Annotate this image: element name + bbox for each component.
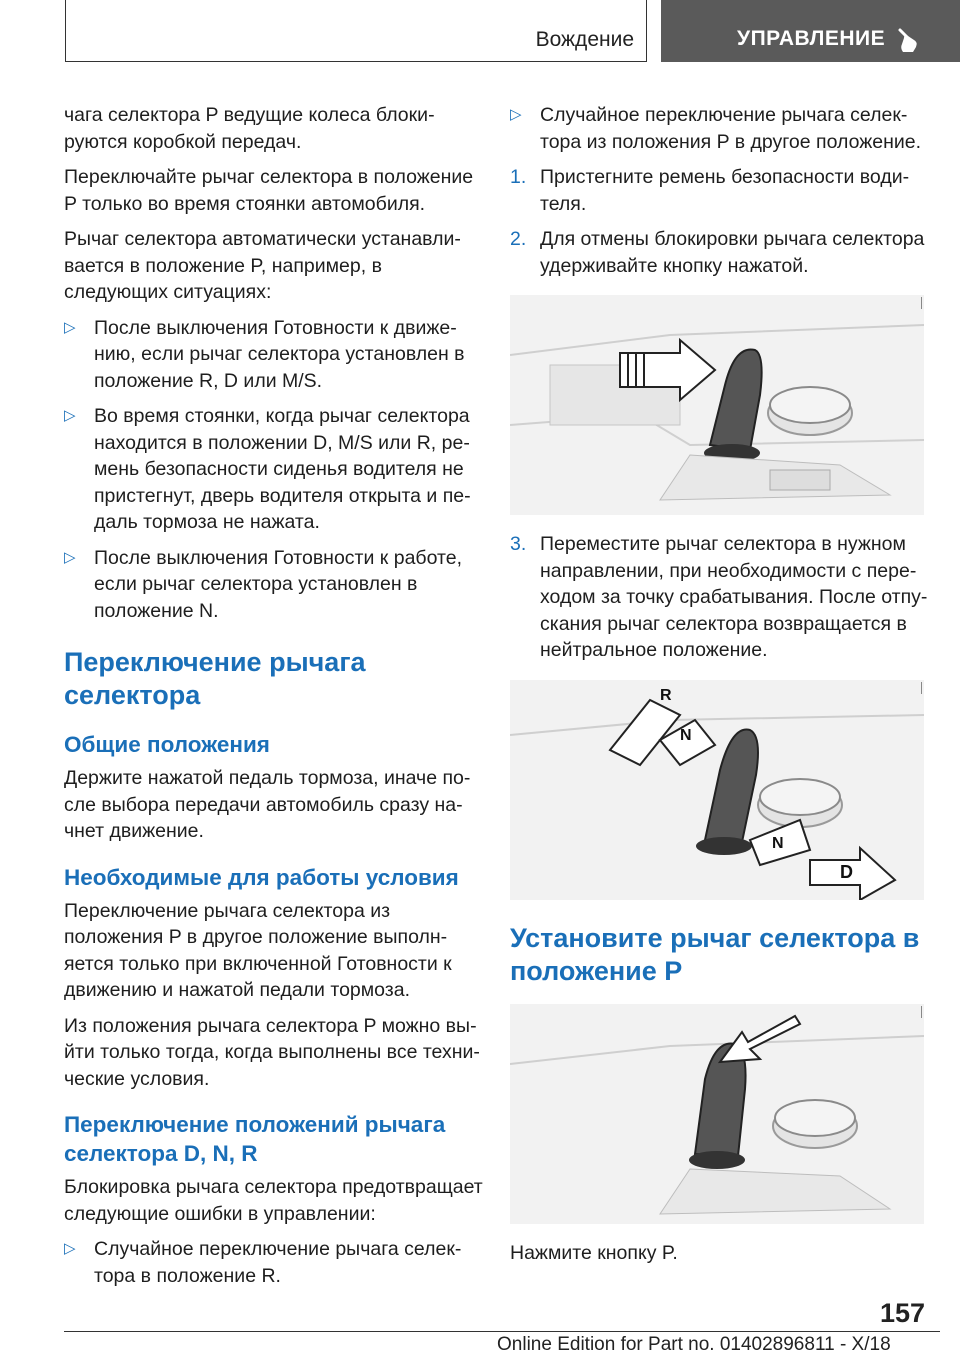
- paragraph: Из положения рычага селектора P можно выйти только тогда, когда выполнены все технические условия.: [64, 1014, 480, 1090]
- page-number: 157: [879, 1298, 925, 1328]
- bullet-text: Во время стоянки, когда рычаг селектора находится в положении D, M/S или R, ремень безопасности сиденья водителя не пристегнут, дверь водителя открыта и педаль тормоза не нажата.: [94, 405, 471, 533]
- bullet-item: [64, 545, 484, 625]
- subsection-heading: Переключение положений рычага селектора D, N, R: [64, 1112, 446, 1166]
- right-column: [510, 102, 930, 1275]
- paragraph: чага селектора P ведущие колеса блокируются коробкой передач.: [64, 104, 435, 153]
- paragraph: Переключение рычага селектора из положения P в другое положение выполняется только при включенной Готовности к движению и нажатой педали тормоза.: [64, 899, 452, 1001]
- left-column: [64, 102, 484, 1298]
- bullet-triangle-icon: ▷: [64, 1240, 76, 1257]
- step-number: 2.: [510, 228, 527, 250]
- section-heading: Переключение рычага селектора: [64, 647, 366, 710]
- hand-pointer-icon: [894, 24, 924, 54]
- direction-label: N: [680, 726, 692, 744]
- step-text: Переместите рычаг селектора в нужном направлении, при необходимости с переходом за точку срабатывания. После отпускания рычаг селектора возвращается в нейтральное положение.: [540, 533, 928, 661]
- paragraph: Блокировка рычага селектора предотвращает следующие ошибки в управлении:: [64, 1176, 483, 1225]
- bullet-item: [510, 102, 930, 155]
- edition-note: Online Edition for Part no. 01402896811 - X/18: [497, 1334, 891, 1355]
- bullet-triangle-icon: ▷: [510, 106, 522, 123]
- bullet-text: После выключения Готовности к работе, если рычаг селектора установлен в положение N.: [94, 546, 462, 622]
- bullet-triangle-icon: ▷: [64, 407, 76, 424]
- bullet-item: [64, 315, 484, 395]
- paragraph: Переключайте рычаг селектора в положение P только во время стоянки автомобиля.: [64, 166, 474, 215]
- section-tab: [661, 0, 960, 62]
- figure-selector-unlock-button: [510, 295, 924, 515]
- step-text: Пристегните ремень безопасности водителя.: [540, 166, 910, 215]
- section-title: УПРАВЛЕНИЕ: [737, 27, 886, 50]
- chapter-title: Вождение: [535, 28, 634, 51]
- bullet-text: Случайное переключение рычага селектора из положения P в другое положение.: [540, 104, 922, 153]
- chapter-tab: [65, 0, 647, 62]
- bullet-triangle-icon: ▷: [64, 318, 76, 336]
- direction-label: R: [660, 686, 672, 704]
- bullet-triangle-icon: ▷: [64, 548, 76, 566]
- figure-selector-directions: [510, 680, 924, 900]
- direction-label: N: [772, 834, 784, 852]
- direction-label: D: [840, 861, 853, 882]
- step-number: 1.: [510, 166, 527, 188]
- figure-p-button: [510, 1004, 924, 1224]
- paragraph: Нажмите кнопку P.: [510, 1241, 678, 1264]
- paragraph: Рычаг селектора автоматически устанавливается в положение P, например, в следующих ситуациях:: [64, 228, 461, 303]
- step-number: 3.: [510, 533, 527, 555]
- bullet-text: После выключения Готовности к движению, если рычаг селектора установлен в положение R, D или M/S.: [94, 316, 465, 392]
- bullet-item: [64, 1236, 484, 1289]
- step-text: Для отмены блокировки рычага селектора удерживайте кнопку нажатой.: [540, 228, 925, 277]
- section-heading: Установите рычаг селектора в положение P: [510, 922, 920, 986]
- paragraph: Держите нажатой педаль тормоза, иначе после выбора передачи автомобиль сразу начнет движение.: [64, 767, 471, 842]
- bullet-text: Случайное переключение рычага селектора в положение R.: [94, 1238, 462, 1287]
- step-item: [510, 164, 930, 217]
- subsection-heading: Общие положения: [64, 732, 270, 757]
- step-item: [510, 531, 930, 664]
- footer-divider: [64, 1331, 940, 1332]
- bullet-item: [64, 403, 484, 536]
- subsection-heading: Необходимые для работы условия: [64, 864, 459, 890]
- step-item: [510, 226, 930, 279]
